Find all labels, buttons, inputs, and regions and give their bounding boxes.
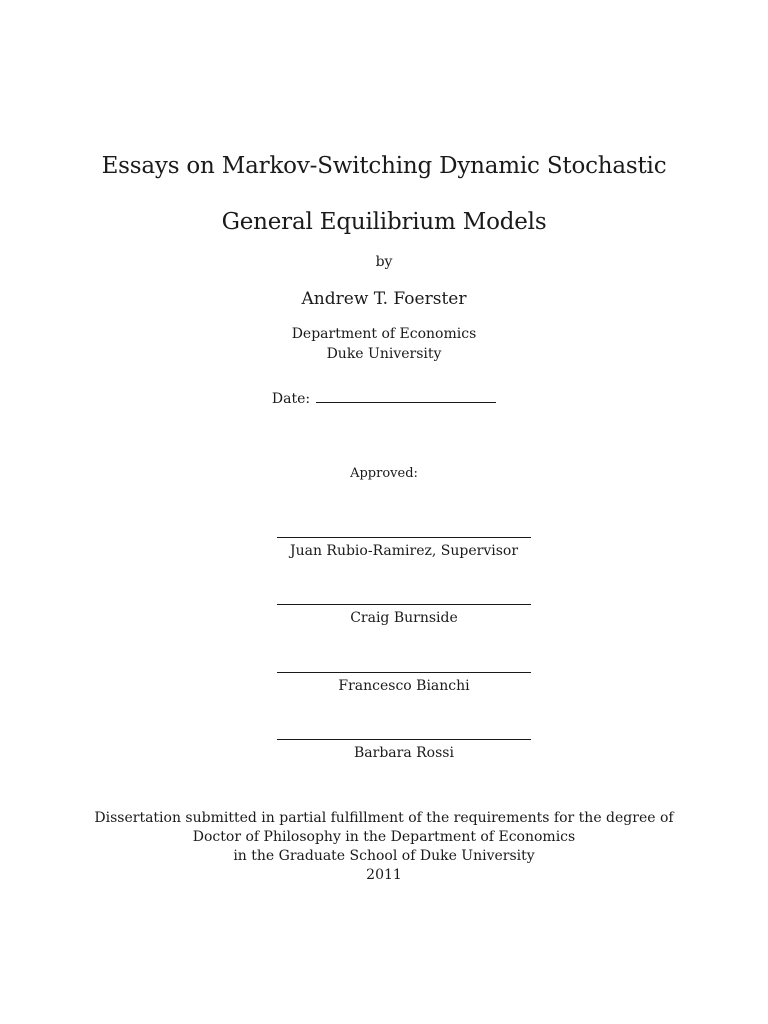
committee-member-name: Craig Burnside: [350, 610, 458, 626]
dissertation-statement-line: Doctor of Philosophy in the Department of Economics: [192, 829, 576, 845]
dissertation-title-line-2: General Equilibrium Models: [221, 209, 547, 235]
dissertation-year: 2011: [366, 867, 402, 883]
by-label: by: [375, 254, 393, 270]
signature-line: [277, 537, 531, 538]
signature-block: [277, 672, 531, 694]
date-signature-line: [316, 388, 496, 403]
dissertation-title-line-1: Essays on Markov-Switching Dynamic Stochastic: [101, 153, 667, 179]
dissertation-statement-line: in the Graduate School of Duke University: [233, 848, 535, 864]
approved-label: Approved:: [350, 466, 418, 481]
department: Department of Economics: [291, 326, 477, 342]
signature-block: [277, 537, 531, 559]
signature-line: [277, 739, 531, 740]
university: Duke University: [326, 346, 442, 362]
committee-member-name: Juan Rubio-Ramirez, Supervisor: [289, 543, 519, 559]
date-label: Date:: [271, 391, 311, 407]
committee-member-name: Barbara Rossi: [354, 745, 454, 761]
signature-block: [277, 739, 531, 761]
signature-block: [277, 604, 531, 626]
committee-member-name: Francesco Bianchi: [338, 678, 470, 694]
dissertation-statement-line: Dissertation submitted in partial fulfillment of the requirements for the degree of: [94, 810, 674, 826]
signature-line: [277, 672, 531, 673]
author-name: Andrew T. Foerster: [301, 289, 467, 309]
signature-line: [277, 604, 531, 605]
date-row: [0, 388, 768, 407]
